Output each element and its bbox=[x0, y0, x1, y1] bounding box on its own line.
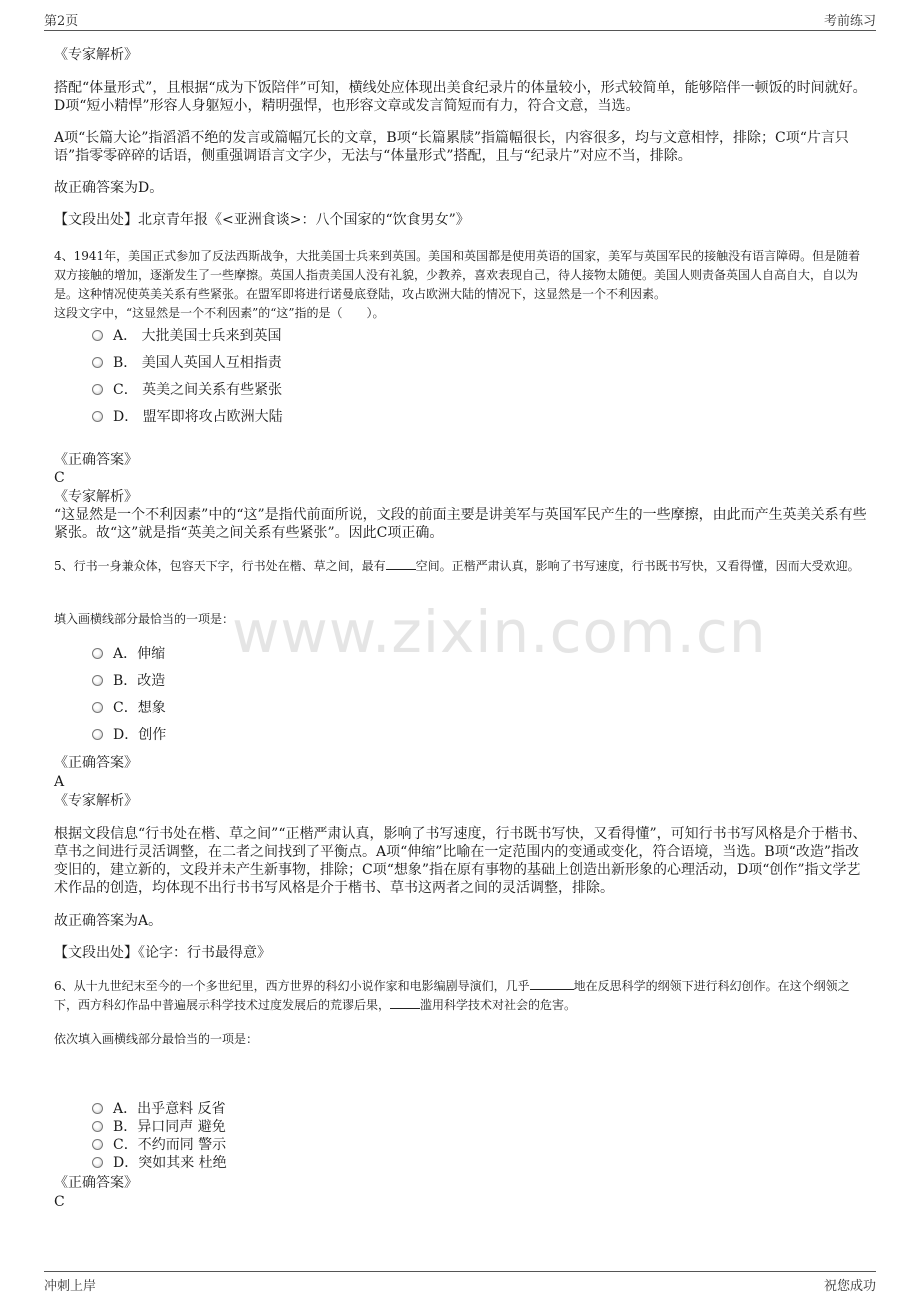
q4-stem: 4、1941年，美国正式参加了反法西斯战争，大批美国士兵来到英国。美国和英国都是使用英语的国家，美军与英国军民的接触没有语言障碍。但是随着双方接触的增加，逐渐发生了一些摩擦。英国人指责美国人没有礼貌，少教养，喜欢表现自己，待人接物太随便。美国人则责备英国人自高自大，自以为是。这种情况使英美关系有些紧张。在盟军即将进行诺曼底登陆，攻占欧洲大陆的情况下，这显然是一个不利因素。 bbox=[54, 249, 861, 301]
q3-conclusion: 故正确答案为D。 bbox=[54, 180, 164, 196]
q4-question: 这段文字中，“这显然是一个不利因素”的“这”指的是（ ）。 bbox=[54, 306, 385, 320]
q3-explain-2: A项“长篇大论”指滔滔不绝的发言或篇幅冗长的文章，B项“长篇累牍”指篇幅很长，内容很多，均与文意相悖，排除；C项“片言只语”指零零碎碎的话语，侧重强调语言文字少，无法与“体量形式”搭配，且与“纪录片”对应不当，排除。 bbox=[54, 130, 849, 164]
page-footer bbox=[44, 1271, 876, 1294]
q5-answer-label: 《正确答案》 bbox=[54, 755, 138, 771]
radio-icon[interactable] bbox=[92, 1103, 103, 1114]
q5-explain: 根据文段信息“行书处在楷、草之间”“正楷严肃认真，影响了书写速度，行书既书写快，又看得懂”，可知行书书写风格是介于楷书、草书之间进行灵活调整，在二者之间找到了平衡点。A项“伸缩”比喻在一定范围内的变通或变化，符合语境，当选。B项“改造”指改变旧的，建立新的，文段并未产生新事物，排除；C项“想象”指在原有事物的基础上创造出新形象的心理活动，D项“创作”指文学艺术作品的创造，均体现不出行书书写风格是介于楷书、草书这两者之间的灵活调整，排除。 bbox=[54, 826, 867, 896]
q5-prompt: 填入画横线部分最恰当的一项是： bbox=[54, 612, 235, 626]
answer-blank bbox=[530, 989, 574, 990]
q5-stem: 5、行书一身兼众体，包容天下字，行书处在楷、草之间，最有 空间。正楷严肃认真，影响了书写速度，行书既书写快，又看得懂，因而大受欢迎。 bbox=[54, 559, 860, 573]
q4-explain: “这显然是一个不利因素”中的“这”是指代前面所说，文段的前面主要是讲美军与英国军民产生的一些摩擦，由此而产生英美关系有些紧张。故“这”就是指“英美之间关系有些紧张”。因此C项正确。 bbox=[54, 507, 867, 541]
q3-explain-1: 搭配“体量形式”，且根据“成为下饭陪伴”可知，横线处应体现出美食纪录片的体量较小，形式较简单，能够陪伴一顿饭的时间就好。D项“短小精悍”形容人身躯短小，精明强悍，也形容文章或发言简短而有力，符合文意，当选。 bbox=[54, 80, 867, 114]
q5-source bbox=[54, 944, 870, 962]
q5-expert-label: 《专家解析》 bbox=[54, 793, 138, 809]
q4-option-b[interactable]: B． 美国人英国人互相指责 bbox=[92, 354, 282, 372]
q3-expert-label: 《专家解析》 bbox=[54, 47, 138, 63]
radio-icon[interactable] bbox=[92, 384, 103, 395]
radio-icon[interactable] bbox=[92, 357, 103, 368]
source-text: 北京青年报《<亚洲食谈>：八个国家的“饮食男女”》 bbox=[138, 212, 470, 228]
q6-answer: C bbox=[54, 1194, 65, 1210]
watermark: www.zixin.com.cn bbox=[232, 598, 767, 666]
q4-answer: C bbox=[54, 470, 65, 486]
q4-expert-label: 《专家解析》 bbox=[54, 489, 138, 505]
footer-right-text: 祝您成功 bbox=[823, 1279, 876, 1294]
source-label: 【文段出处】 bbox=[54, 945, 138, 961]
q6-option-c[interactable]: C．不约而同 警示 bbox=[92, 1136, 226, 1154]
header-title: 考前练习 bbox=[823, 14, 876, 29]
q4-option-c[interactable]: C． 英美之间关系有些紧张 bbox=[92, 381, 282, 399]
page-number: 第2页 bbox=[44, 14, 79, 29]
q5-option-d[interactable]: D．创作 bbox=[92, 726, 166, 744]
footer-left-text: 冲刺上岸 bbox=[44, 1279, 97, 1294]
answer-blank bbox=[390, 1008, 420, 1009]
source-text: 《论字：行书最得意》 bbox=[138, 945, 271, 961]
q5-conclusion: 故正确答案为A。 bbox=[54, 913, 163, 929]
radio-icon[interactable] bbox=[92, 1157, 103, 1168]
q6-option-b[interactable]: B．异口同声 避免 bbox=[92, 1118, 226, 1136]
q5-option-a[interactable]: A．伸缩 bbox=[92, 645, 165, 663]
q6-prompt: 依次填入画横线部分最恰当的一项是： bbox=[54, 1032, 259, 1046]
q4-option-a[interactable]: A． 大批美国士兵来到英国 bbox=[92, 327, 282, 345]
q5-option-c[interactable]: C．想象 bbox=[92, 699, 166, 717]
radio-icon[interactable] bbox=[92, 702, 103, 713]
q4-option-d[interactable]: D． 盟军即将攻占欧洲大陆 bbox=[92, 408, 283, 426]
q6-stem: 6、从十九世纪末至今的一个多世纪里，西方世界的科幻小说作家和电影编剧导演们，几乎 地在反思科学的纲领下进行科幻创作。在这个纲领之下，西方科幻作品中普遍展示科学技术过度发展后的荒谬后果， 滥用科学技术对社会的危害。 bbox=[54, 979, 850, 1012]
q6-answer-label: 《正确答案》 bbox=[54, 1175, 138, 1191]
q5-option-b[interactable]: B．改造 bbox=[92, 672, 165, 690]
source-label: 【文段出处】 bbox=[54, 212, 138, 228]
q3-source bbox=[54, 211, 870, 229]
radio-icon[interactable] bbox=[92, 1139, 103, 1150]
radio-icon[interactable] bbox=[92, 675, 103, 686]
radio-icon[interactable] bbox=[92, 411, 103, 422]
answer-blank bbox=[386, 569, 416, 570]
radio-icon[interactable] bbox=[92, 330, 103, 341]
radio-icon[interactable] bbox=[92, 729, 103, 740]
radio-icon[interactable] bbox=[92, 648, 103, 659]
q4-answer-label: 《正确答案》 bbox=[54, 452, 138, 468]
q6-option-d[interactable]: D．突如其来 杜绝 bbox=[92, 1154, 227, 1172]
q5-answer: A bbox=[54, 774, 65, 790]
radio-icon[interactable] bbox=[92, 1121, 103, 1132]
q6-option-a[interactable]: A．出乎意料 反省 bbox=[92, 1100, 226, 1118]
page-header bbox=[44, 10, 876, 31]
